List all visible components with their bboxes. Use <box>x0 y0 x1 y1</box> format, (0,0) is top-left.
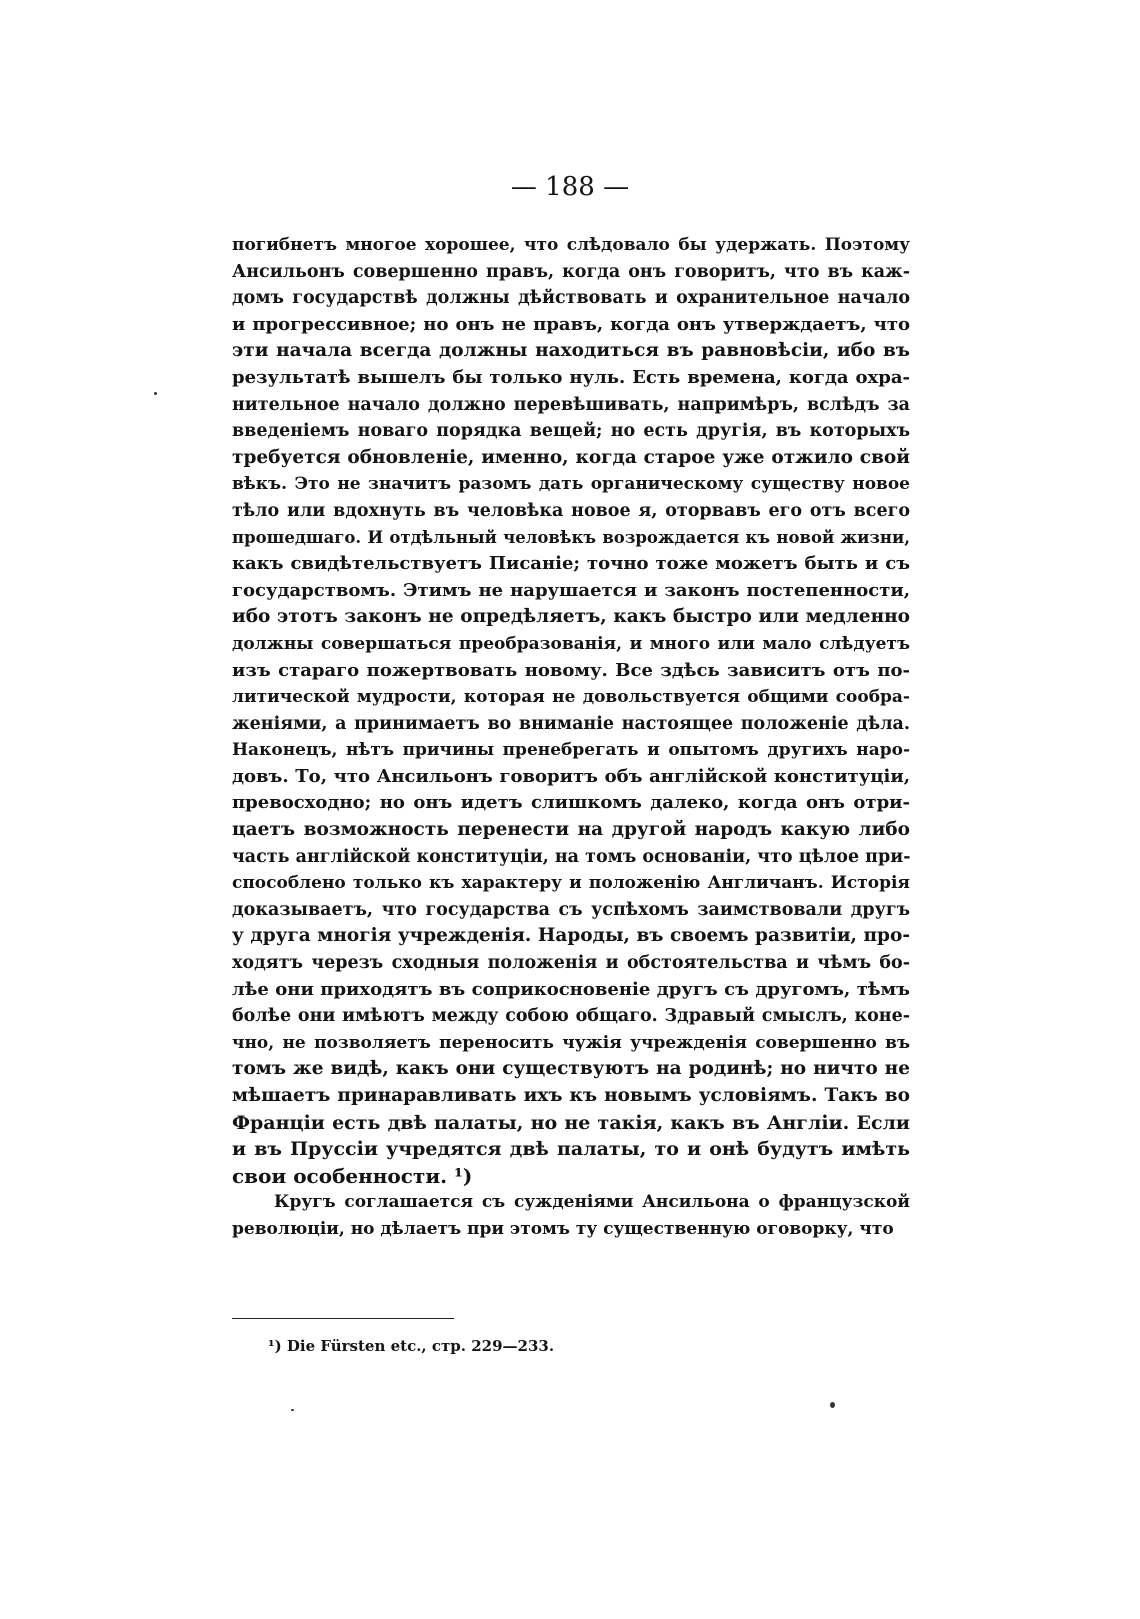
text-line: Наконецъ, нѣтъ причины пренебрегать и опытомъ другихъ наро- <box>232 740 910 761</box>
scan-speck <box>830 1402 835 1408</box>
text-line: часть англійской конституціи, на томъ основаніи, что цѣлое при- <box>232 846 910 867</box>
page-number: — 188 — <box>510 172 630 202</box>
text-line: Франціи есть двѣ палаты, но не такія, какъ въ Англіи. Если <box>232 1111 910 1134</box>
text-line: мѣшаетъ принаравливать ихъ къ новымъ условіямъ. Такъ во <box>232 1085 910 1106</box>
body-text <box>232 232 910 1243</box>
text-line: вѣкъ. Это не значитъ разомъ дать органическому существу новое <box>232 474 910 495</box>
text-line: погибнетъ многое хорошее, что слѣдовало бы удержать. Поэтому <box>232 235 910 255</box>
text-line: Кругъ соглашается съ сужденіями Ансильона о французской <box>274 1192 910 1213</box>
text-line: введеніемъ новаго порядка вещей; но есть другія, въ которыхъ <box>232 421 910 442</box>
footnote-rule <box>232 1318 454 1319</box>
text-line: и прогрессивное; но онъ не правъ, когда онъ утверждаетъ, что <box>232 313 910 335</box>
text-line: доказываетъ, что государства съ успѣхомъ заимствовали другъ <box>232 899 910 920</box>
text-line: изъ стараго пожертвовать новому. Все здѣсь зависитъ отъ по- <box>232 659 910 681</box>
text-line: результатѣ вышелъ бы только нуль. Есть времена, когда охра- <box>232 366 910 388</box>
text-line: нительное начало должно перевѣшивать, напримѣръ, вслѣдъ за <box>232 394 910 415</box>
text-line: женіями, а принимаетъ во вниманіе настоящее положеніе дѣла. <box>232 713 910 734</box>
text-line: цаетъ возможность перенести на другой народъ какую либо <box>232 819 910 841</box>
text-line: ибо этотъ законъ не опредѣляетъ, какъ быстро или медленно <box>232 606 910 628</box>
text-line: государствомъ. Этимъ не нарушается и законъ постепенности, <box>232 579 910 601</box>
text-line: довъ. То, что Ансильонъ говоритъ объ англійской конституціи, <box>232 765 910 787</box>
text-line: какъ свидѣтельствуетъ Писаніе; точно тоже можетъ быть и съ <box>232 553 910 575</box>
text-line: и въ Пруссіи учредятся двѣ палаты, то и онѣ будутъ имѣть <box>232 1138 910 1161</box>
text-line: домъ государствѣ должны дѣйствовать и охранительное начало <box>232 288 910 309</box>
text-line: требуется обновленіе, именно, когда старое уже отжило свой <box>232 446 910 468</box>
text-line: чно, не позволяетъ переносить чужія учрежденія совершенно въ <box>232 1032 910 1053</box>
text-line: томъ же видѣ, какъ они существуютъ на родинѣ; но ничто не <box>232 1058 910 1080</box>
text-line: у друга многія учрежденія. Народы, въ своемъ развитіи, про- <box>232 925 910 947</box>
text-line: литической мудрости, которая не довольствуется общими сообра- <box>232 687 910 708</box>
footnote: ¹) Die Fürsten etc., стр. 229—233. <box>268 1337 555 1355</box>
text-line: тѣло или вдохнуть въ человѣка новое я, оторвавъ его отъ всего <box>232 500 910 521</box>
text-line: Ансильонъ совершенно правъ, когда онъ говоритъ, что въ каж- <box>232 261 910 282</box>
text-line: болѣе они имѣютъ между собою общаго. Здравый смыслъ, коне- <box>232 1006 910 1027</box>
text-line: прошедшаго. И отдѣльный человѣкъ возрождается къ новой жизни, <box>232 527 910 547</box>
text-line: превосходно; но онъ идетъ слишкомъ далеко, когда онъ отри- <box>232 792 910 814</box>
text-line: лѣе они приходятъ въ соприкосновеніе другъ съ другомъ, тѣмъ <box>232 978 910 1000</box>
text-line: свои особенности. ¹) <box>232 1163 473 1188</box>
scan-speck <box>154 392 157 395</box>
scan-speck <box>291 1409 294 1411</box>
text-line: ходятъ черезъ сходныя положенія и обстоятельства и чѣмъ бо- <box>232 953 910 974</box>
text-line: революціи, но дѣлаетъ при этомъ ту существенную оговорку, что <box>232 1218 894 1239</box>
text-line: эти начала всегда должны находиться въ равновѣсіи, ибо въ <box>232 340 910 362</box>
text-line: способлено только къ характеру и положенію Англичанъ. Исторія <box>232 873 910 894</box>
text-line: должны совершаться преобразованія, и много или мало слѣдуетъ <box>232 633 910 654</box>
